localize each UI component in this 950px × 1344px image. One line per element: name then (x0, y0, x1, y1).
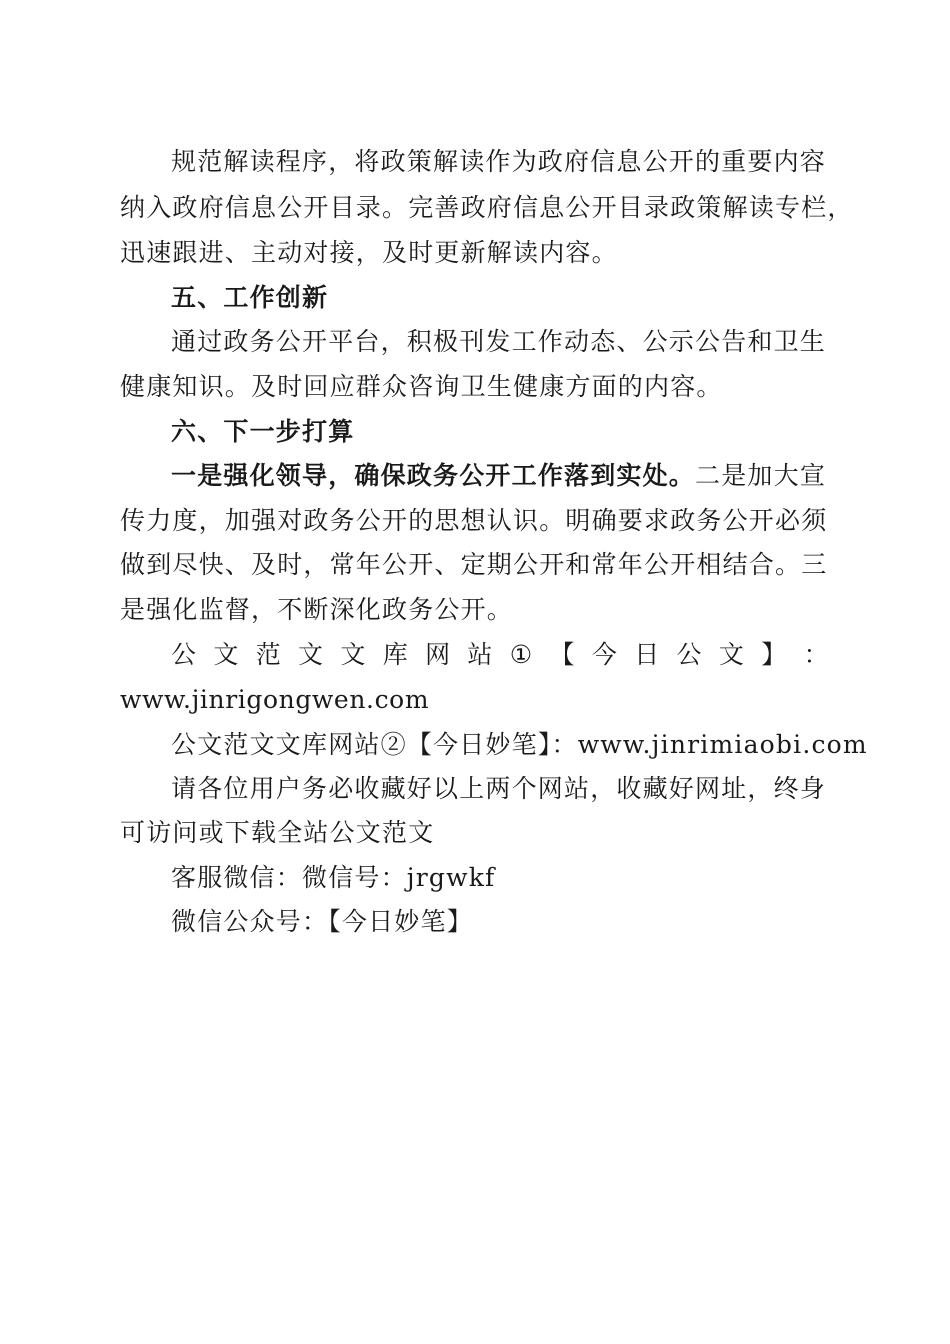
bold-lead-sentence: 一是强化领导，确保政务公开工作落到实处。 (171, 461, 696, 490)
public-account-line: 微信公众号：【今日妙笔】 (171, 907, 473, 936)
label-char: 文 (718, 640, 746, 669)
label-char: 文 (340, 640, 367, 669)
label-char: 】 (761, 640, 788, 669)
paragraph-line: 是强化监督，不断深化政务公开。 (120, 595, 514, 624)
paragraph-line: 做到尽快、及时，常年公开、定期公开和常年公开相结合。三 (120, 550, 828, 579)
label-char: 站 (467, 640, 494, 669)
paragraph-line: 纳入政府信息公开目录。完善政府信息公开目录政策解读专栏， (120, 193, 854, 222)
paragraph-line: 传力度，加强对政务公开的思想认识。明确要求政务公开必须 (120, 506, 828, 535)
paragraph-line: 通过政务公开平台，积极刊发工作动态、公示公告和卫生 (171, 327, 827, 356)
site1-url: www.jinrigongwen.com (120, 685, 430, 714)
site2-line: 公文范文文库网站②【今日妙笔】：www.jinrimiaobi.com (171, 730, 868, 759)
label-char: 今 (591, 640, 619, 669)
notice-line: 可访问或下载全站公文范文 (120, 818, 435, 847)
paragraph-text: 二是加大宣 (695, 461, 827, 490)
section-heading-5: 五、工作创新 (171, 283, 329, 312)
label-char: 日 (634, 640, 661, 669)
label-char: 公 (171, 640, 198, 669)
notice-line: 请各位用户务必收藏好以上两个网站，收藏好网址，终身 (171, 774, 827, 803)
label-char: 网 (425, 640, 452, 669)
paragraph-line: 健康知识。及时回应群众咨询卫生健康方面的内容。 (120, 372, 723, 401)
label-char: 【 (549, 640, 576, 669)
site1-label (171, 640, 830, 670)
paragraph-line: 迅速跟进、主动对接，及时更新解读内容。 (120, 238, 618, 267)
label-char: 文 (298, 640, 325, 669)
paragraph-line (171, 461, 830, 491)
section-heading-6: 六、下一步打算 (171, 417, 355, 446)
label-char: 公 (676, 640, 703, 669)
label-char: ： (803, 640, 830, 669)
label-char: 文 (213, 640, 240, 669)
wechat-line: 客服微信：微信号：jrgwkf (171, 863, 496, 892)
paragraph-line: 规范解读程序，将政策解读作为政府信息公开的重要内容 (171, 147, 827, 176)
label-char: 库 (382, 640, 409, 669)
label-char: ① (509, 640, 534, 669)
label-char: 范 (255, 640, 282, 669)
